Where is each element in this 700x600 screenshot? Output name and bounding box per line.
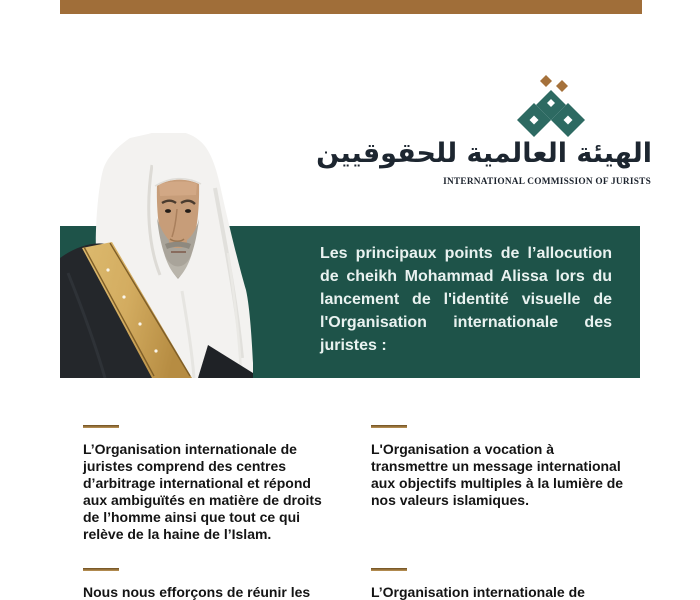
quote-block-2 (371, 425, 623, 509)
quote-text: L'Organisation a vocation à transmettre un message international aux objectifs multiples à la lumière de nos valeurs islamiques. (371, 441, 624, 508)
quote-divider (83, 425, 119, 428)
hero-title: Les principaux points de l’allocution de cheikh Mohammad Alissa lors du lancement de l'identité visuelle de l'Organisation internationale des juristes : (320, 245, 612, 354)
quote-block-3 (83, 568, 310, 600)
quote-block-4 (371, 568, 585, 600)
quote-text: Nous nous efforçons de réunir les (83, 584, 311, 600)
logo-arabic-name: الهيئة العالمية للحقوقيين (316, 138, 652, 169)
quote-divider (371, 425, 407, 428)
logo-english-name: INTERNATIONAL COMMISSION OF JURISTS (443, 177, 651, 187)
quote-divider (371, 568, 407, 571)
icj-emblem-icon (516, 72, 586, 142)
quote-divider (83, 568, 119, 571)
portrait-photo (60, 133, 253, 378)
quote-text: L’Organisation internationale de (371, 584, 585, 600)
top-accent-bar (60, 0, 642, 14)
quote-block-1 (83, 425, 322, 543)
quote-text: L’Organisation internationale de juristes comprend des centres d’arbitrage international et répond aux ambiguïtés en matière de droits de l’homme ainsi que tout ce qui relève de la haine de l’Islam. (83, 441, 322, 542)
